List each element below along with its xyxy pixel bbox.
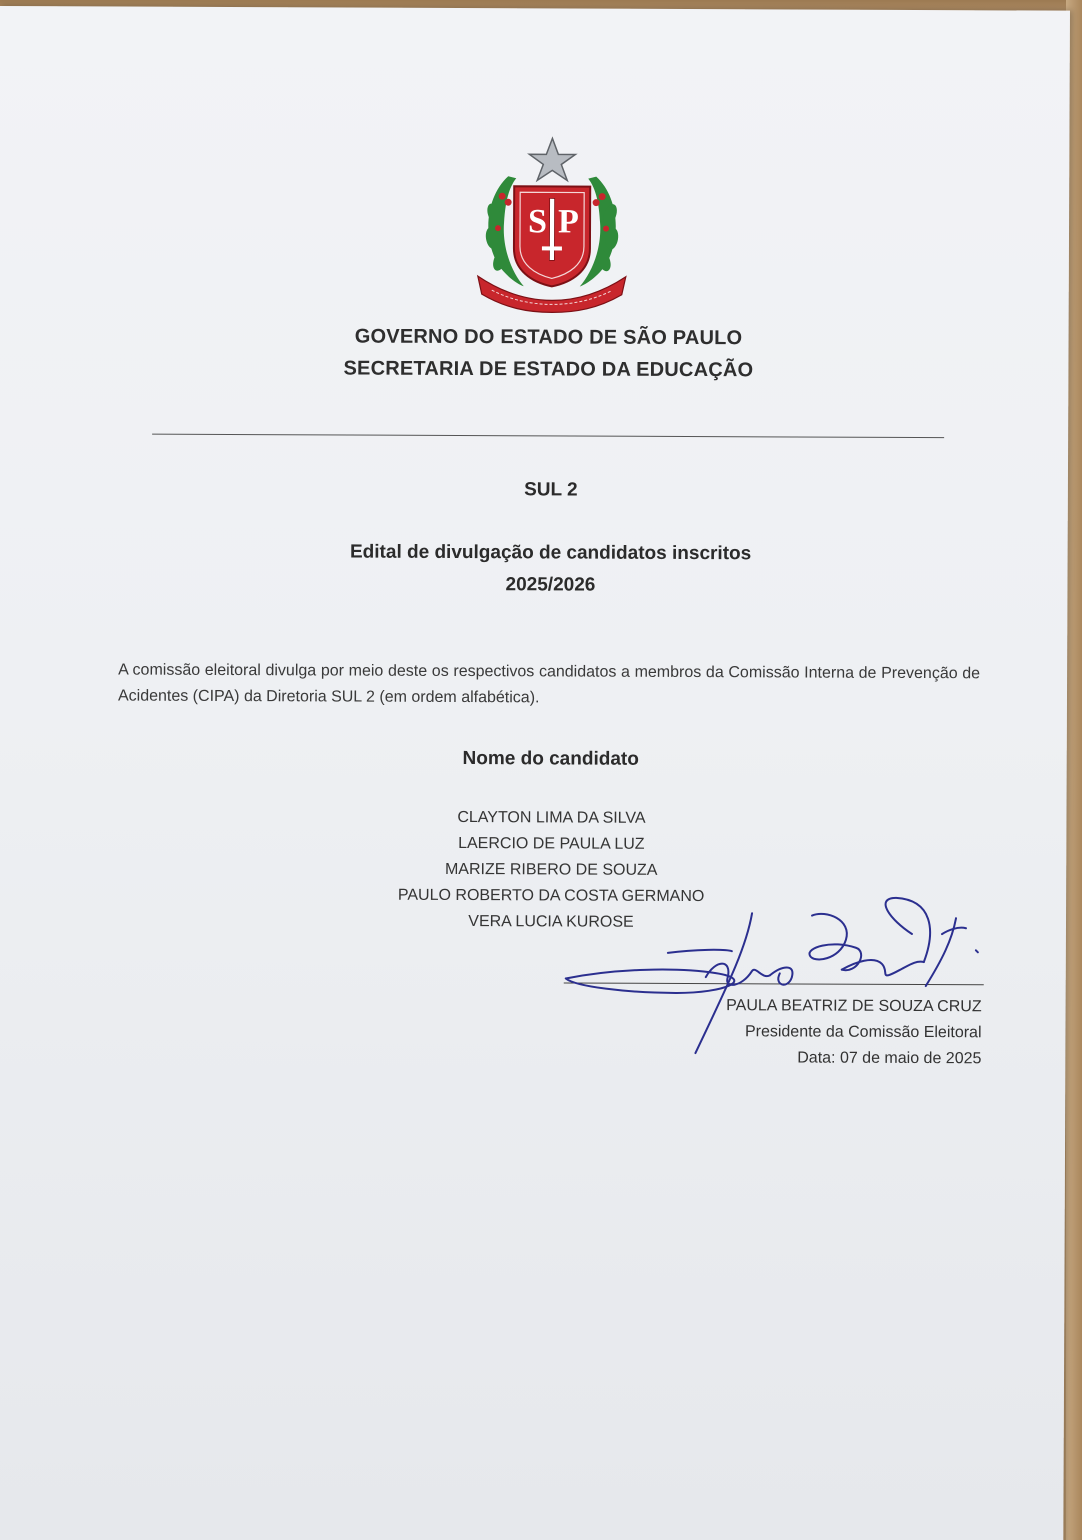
document-year: 2025/2026 [505, 574, 596, 596]
header-divider [152, 434, 944, 438]
list-item: LAERCIO DE PAULA LUZ [458, 835, 645, 853]
handwritten-signature-icon [555, 888, 996, 1060]
document-page [0, 6, 1070, 1540]
candidates-heading: Nome do candidato [462, 748, 639, 770]
header-secretariat: SECRETARIA DE ESTADO DA EDUCAÇÃO [343, 357, 754, 382]
svg-text:P: P [557, 203, 579, 241]
region-label: SUL 2 [524, 479, 578, 501]
signer-role: Presidente da Comissão Eleitoral [744, 1023, 982, 1042]
list-item: MARIZE RIBERO DE SOUZA [444, 860, 658, 879]
list-item: CLAYTON LIMA DA SILVA [457, 809, 646, 827]
svg-text:S: S [527, 203, 548, 241]
intro-paragraph: A comissão eleitoral divulga por meio deste os respectivos candidatos a membros da Comissão Interna de Prevenção de Acidentes (CIPA) da Diretoria SUL 2 (em ordem alfabética). [117, 661, 981, 707]
list-item: PAULO ROBERTO DA COSTA GERMANO [397, 886, 705, 906]
list-item: VERA LUCIA KUROSE [468, 913, 634, 931]
sao-paulo-coat-of-arms-icon [472, 136, 633, 315]
header-government: GOVERNO DO ESTADO DE SÃO PAULO [354, 325, 743, 350]
document-title: Edital de divulgação de candidatos inscritos [349, 541, 752, 565]
signature-date: Data: 07 de maio de 2025 [797, 1049, 982, 1068]
signer-name: PAULA BEATRIZ DE SOUZA CRUZ [726, 997, 982, 1016]
